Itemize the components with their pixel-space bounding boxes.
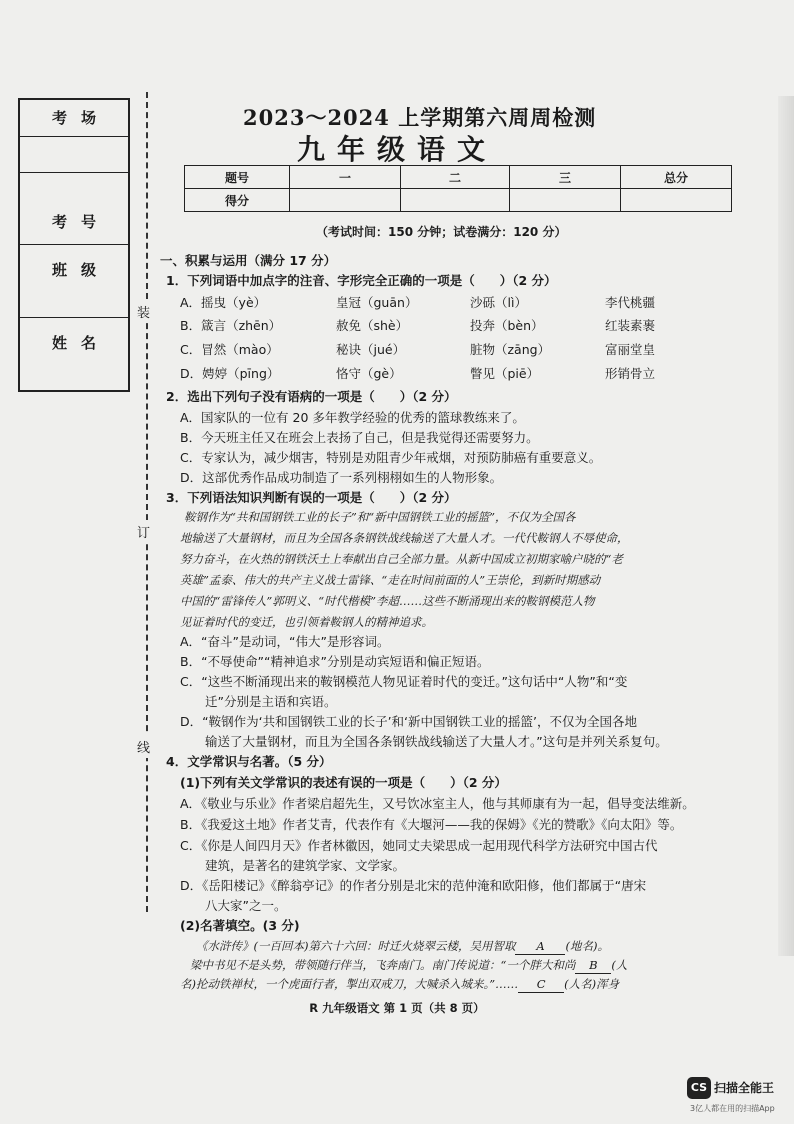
info-label-name: 姓名 xyxy=(51,333,110,352)
question-1-stem: 1．下列词语中加点字的注音、字形完全正确的一项是（ ）（2 分） xyxy=(166,273,557,288)
q1-option-b-1: B．箴言（zhēn） xyxy=(180,318,282,333)
score-table xyxy=(184,165,732,212)
q2-option-a: A．国家队的一位有 20 多年教学经验的优秀的篮球教练来了。 xyxy=(180,410,525,425)
q1-option-a-1: A．摇曳（yè） xyxy=(180,295,267,310)
exam-time-info: （考试时间：150 分钟；试卷满分：120 分） xyxy=(316,225,567,239)
score-header-cell: 总分 xyxy=(621,166,732,189)
section-heading: 一、积累与运用（满分 17 分） xyxy=(160,253,337,268)
score-header-cell: 二 xyxy=(401,166,510,189)
answer-blank-a[interactable]: A xyxy=(515,939,565,955)
q4-fill-1-text: 《水浒传》(一百回本)第六十六回：时迁火烧翠云楼，吴用智取 xyxy=(196,939,516,953)
score-row-label: 得分 xyxy=(185,189,290,212)
q1-option-a-3: 沙砾（lì） xyxy=(470,295,527,310)
q3-option-d: D．“鞍钢作为‘共和国钢铁工业的长子’和‘新中国钢铁工业的摇篮’，不仅为全国各地 xyxy=(180,714,637,729)
question-2-stem: 2．选出下列句子没有语病的一项是（ ）（2 分） xyxy=(166,389,457,404)
q3-passage-line: 中国的“雷锋传人”郭明义、“时代楷模”李超……这些不断涌现出来的鞍钢模范人物 xyxy=(180,594,595,608)
score-header-cell: 三 xyxy=(510,166,621,189)
score-table-score-row xyxy=(185,189,732,212)
q2-option-c: C．专家认为，减少烟害，特别是劝阻青少年戒烟，对预防肺癌有重要意义。 xyxy=(180,450,602,465)
info-cell-exam-number xyxy=(20,173,128,246)
camscanner-slogan: 3亿人都在用的扫描App xyxy=(690,1104,775,1113)
q4-fill-line-2 xyxy=(190,958,627,974)
score-cell xyxy=(621,189,732,212)
q1-option-d-3: 瞥见（piē） xyxy=(470,366,540,381)
score-header-cell: 题号 xyxy=(185,166,290,189)
answer-blank-c[interactable]: C xyxy=(518,977,564,993)
info-label-exam-number: 考号 xyxy=(51,212,110,231)
q1-option-b-2: 赦免（shè） xyxy=(336,318,409,333)
q1-option-d-4: 形销骨立 xyxy=(605,366,656,381)
page-footer: R 九年级语文 第 1 页（共 8 页） xyxy=(309,1001,485,1015)
q1-option-d-2: 恪守（gè） xyxy=(336,366,402,381)
q4-option-b: B．《我爱这土地》作者艾青，代表作有《大堰河——我的保姆》《光的赞歌》《向太阳》等。 xyxy=(180,817,683,832)
info-label-class: 班级 xyxy=(51,261,110,279)
q3-option-d-cont: 输送了大量钢材，而且为全国各条钢铁战线输送了大量人才。”这句是并列关系复句。 xyxy=(180,734,668,749)
q4-fill-2-text: 梁中书见不是头势，带领随行伴当，飞奔南门。南门传说道：“一个胖大和尚 xyxy=(190,958,576,972)
score-header-cell: 一 xyxy=(290,166,401,189)
q4-sub2-stem: (2)名著填空。(3 分) xyxy=(180,918,300,933)
binding-char-xian: 线 xyxy=(137,735,150,758)
info-cell-class xyxy=(20,245,128,318)
q4-fill-2-suffix: (人 xyxy=(611,958,628,972)
q4-fill-3-text: 名)抡动铁禅杖，一个虎面行者，掣出双戒刀，大喊杀入城来。”…… xyxy=(180,977,519,991)
q4-fill-1-suffix: (地名)。 xyxy=(565,939,609,953)
exam-title: 2023～2024 上学期第六周周检测 xyxy=(243,105,597,130)
q3-option-c: C．“这些不断涌现出来的鞍钢模范人物见证着时代的变迁。”这句话中“人物”和“变 xyxy=(180,674,628,689)
q3-passage-line: 努力奋斗，在火热的钢铁沃土上奉献出自己全部力量。从新中国成立初期家喻户晓的“老 xyxy=(180,552,623,566)
q3-passage-line: 地输送了大量钢材，而且为全国各条钢铁战线输送了大量人才。一代代鞍钢人不辱使命， xyxy=(180,531,629,545)
camscanner-logo: CS xyxy=(687,1077,711,1099)
q1-option-b-3: 投奔（bèn） xyxy=(470,318,544,333)
q1-option-a-2: 皇冠（guān） xyxy=(336,295,418,310)
question-4-stem: 4．文学常识与名著。（5 分） xyxy=(166,754,332,769)
q3-passage-line: 见证着时代的变迁，也引领着鞍钢人的精神追求。 xyxy=(180,615,433,629)
q4-option-a: A．《敬业与乐业》作者梁启超先生，又号饮冰室主人，他与其师康有为一起，倡导变法维新。 xyxy=(180,796,695,811)
q3-option-a: A．“奋斗”是动词，“伟大”是形容词。 xyxy=(180,634,390,649)
q4-option-c: C．《你是人间四月天》作者林徽因，她同丈夫梁思成一起用现代科学方法研究中国古代 xyxy=(180,838,658,853)
question-3-stem: 3．下列语法知识判断有误的一项是（ ）（2 分） xyxy=(166,490,457,505)
binding-char-ding: 订 xyxy=(137,520,150,543)
q4-fill-line-3 xyxy=(180,977,619,993)
q2-option-b: B．今天班主任又在班会上表扬了自己，但是我觉得还需要努力。 xyxy=(180,430,539,445)
q3-option-b: B．“不辱使命”“精神追求”分别是动宾短语和偏正短语。 xyxy=(180,654,490,669)
exam-subject: 九年级语文 xyxy=(296,133,497,166)
q3-passage-line: 鞍钢作为“共和国钢铁工业的长子”和“新中国钢铁工业的摇篮”，不仅为全国各 xyxy=(184,510,576,524)
score-cell xyxy=(510,189,621,212)
answer-blank-b[interactable]: B xyxy=(575,958,611,974)
binding-dashed-line xyxy=(146,92,148,912)
score-table-header-row xyxy=(185,166,732,189)
camscanner-name: 扫描全能王 xyxy=(714,1081,775,1095)
q4-option-d-cont: 八大家”之一。 xyxy=(180,898,287,913)
q4-option-d: D．《岳阳楼记》《醉翁亭记》的作者分别是北宋的范仲淹和欧阳修，他们都属于“唐宋 xyxy=(180,878,647,893)
score-cell xyxy=(401,189,510,212)
q1-option-c-1: C．冒然（mào） xyxy=(180,342,279,357)
binding-char-zhuang: 装 xyxy=(137,300,150,323)
q2-option-d: D．这部优秀作品成功制造了一系列栩栩如生的人物形象。 xyxy=(180,470,503,485)
q4-option-c-cont: 建筑，是著名的建筑学家、文学家。 xyxy=(180,858,406,873)
q1-option-d-1: D．娉婷（pīng） xyxy=(180,366,280,381)
q1-option-b-4: 红装素裹 xyxy=(605,318,656,333)
q3-passage-line: 英雄”孟泰、伟大的共产主义战士雷锋、“走在时间前面的人”王崇伦，到新时期感动 xyxy=(180,573,601,587)
q1-option-c-3: 脏物（zāng） xyxy=(470,342,551,357)
info-cell-name xyxy=(20,318,128,391)
info-label-exam-room: 考场 xyxy=(20,100,128,137)
q4-sub1-stem: (1)下列有关文学常识的表述有误的一项是（ ）（2 分） xyxy=(180,775,507,790)
score-cell xyxy=(290,189,401,212)
q3-option-c-cont: 迁”分别是主语和宾语。 xyxy=(180,694,337,709)
q4-fill-3-suffix: (人名)浑身 xyxy=(564,977,620,991)
page-edge xyxy=(778,96,794,956)
q4-fill-line-1 xyxy=(196,939,609,955)
q1-option-c-2: 秘诀（jué） xyxy=(336,342,406,357)
q1-option-c-4: 富丽堂皇 xyxy=(605,342,656,357)
q1-option-a-4: 李代桃疆 xyxy=(605,295,656,310)
